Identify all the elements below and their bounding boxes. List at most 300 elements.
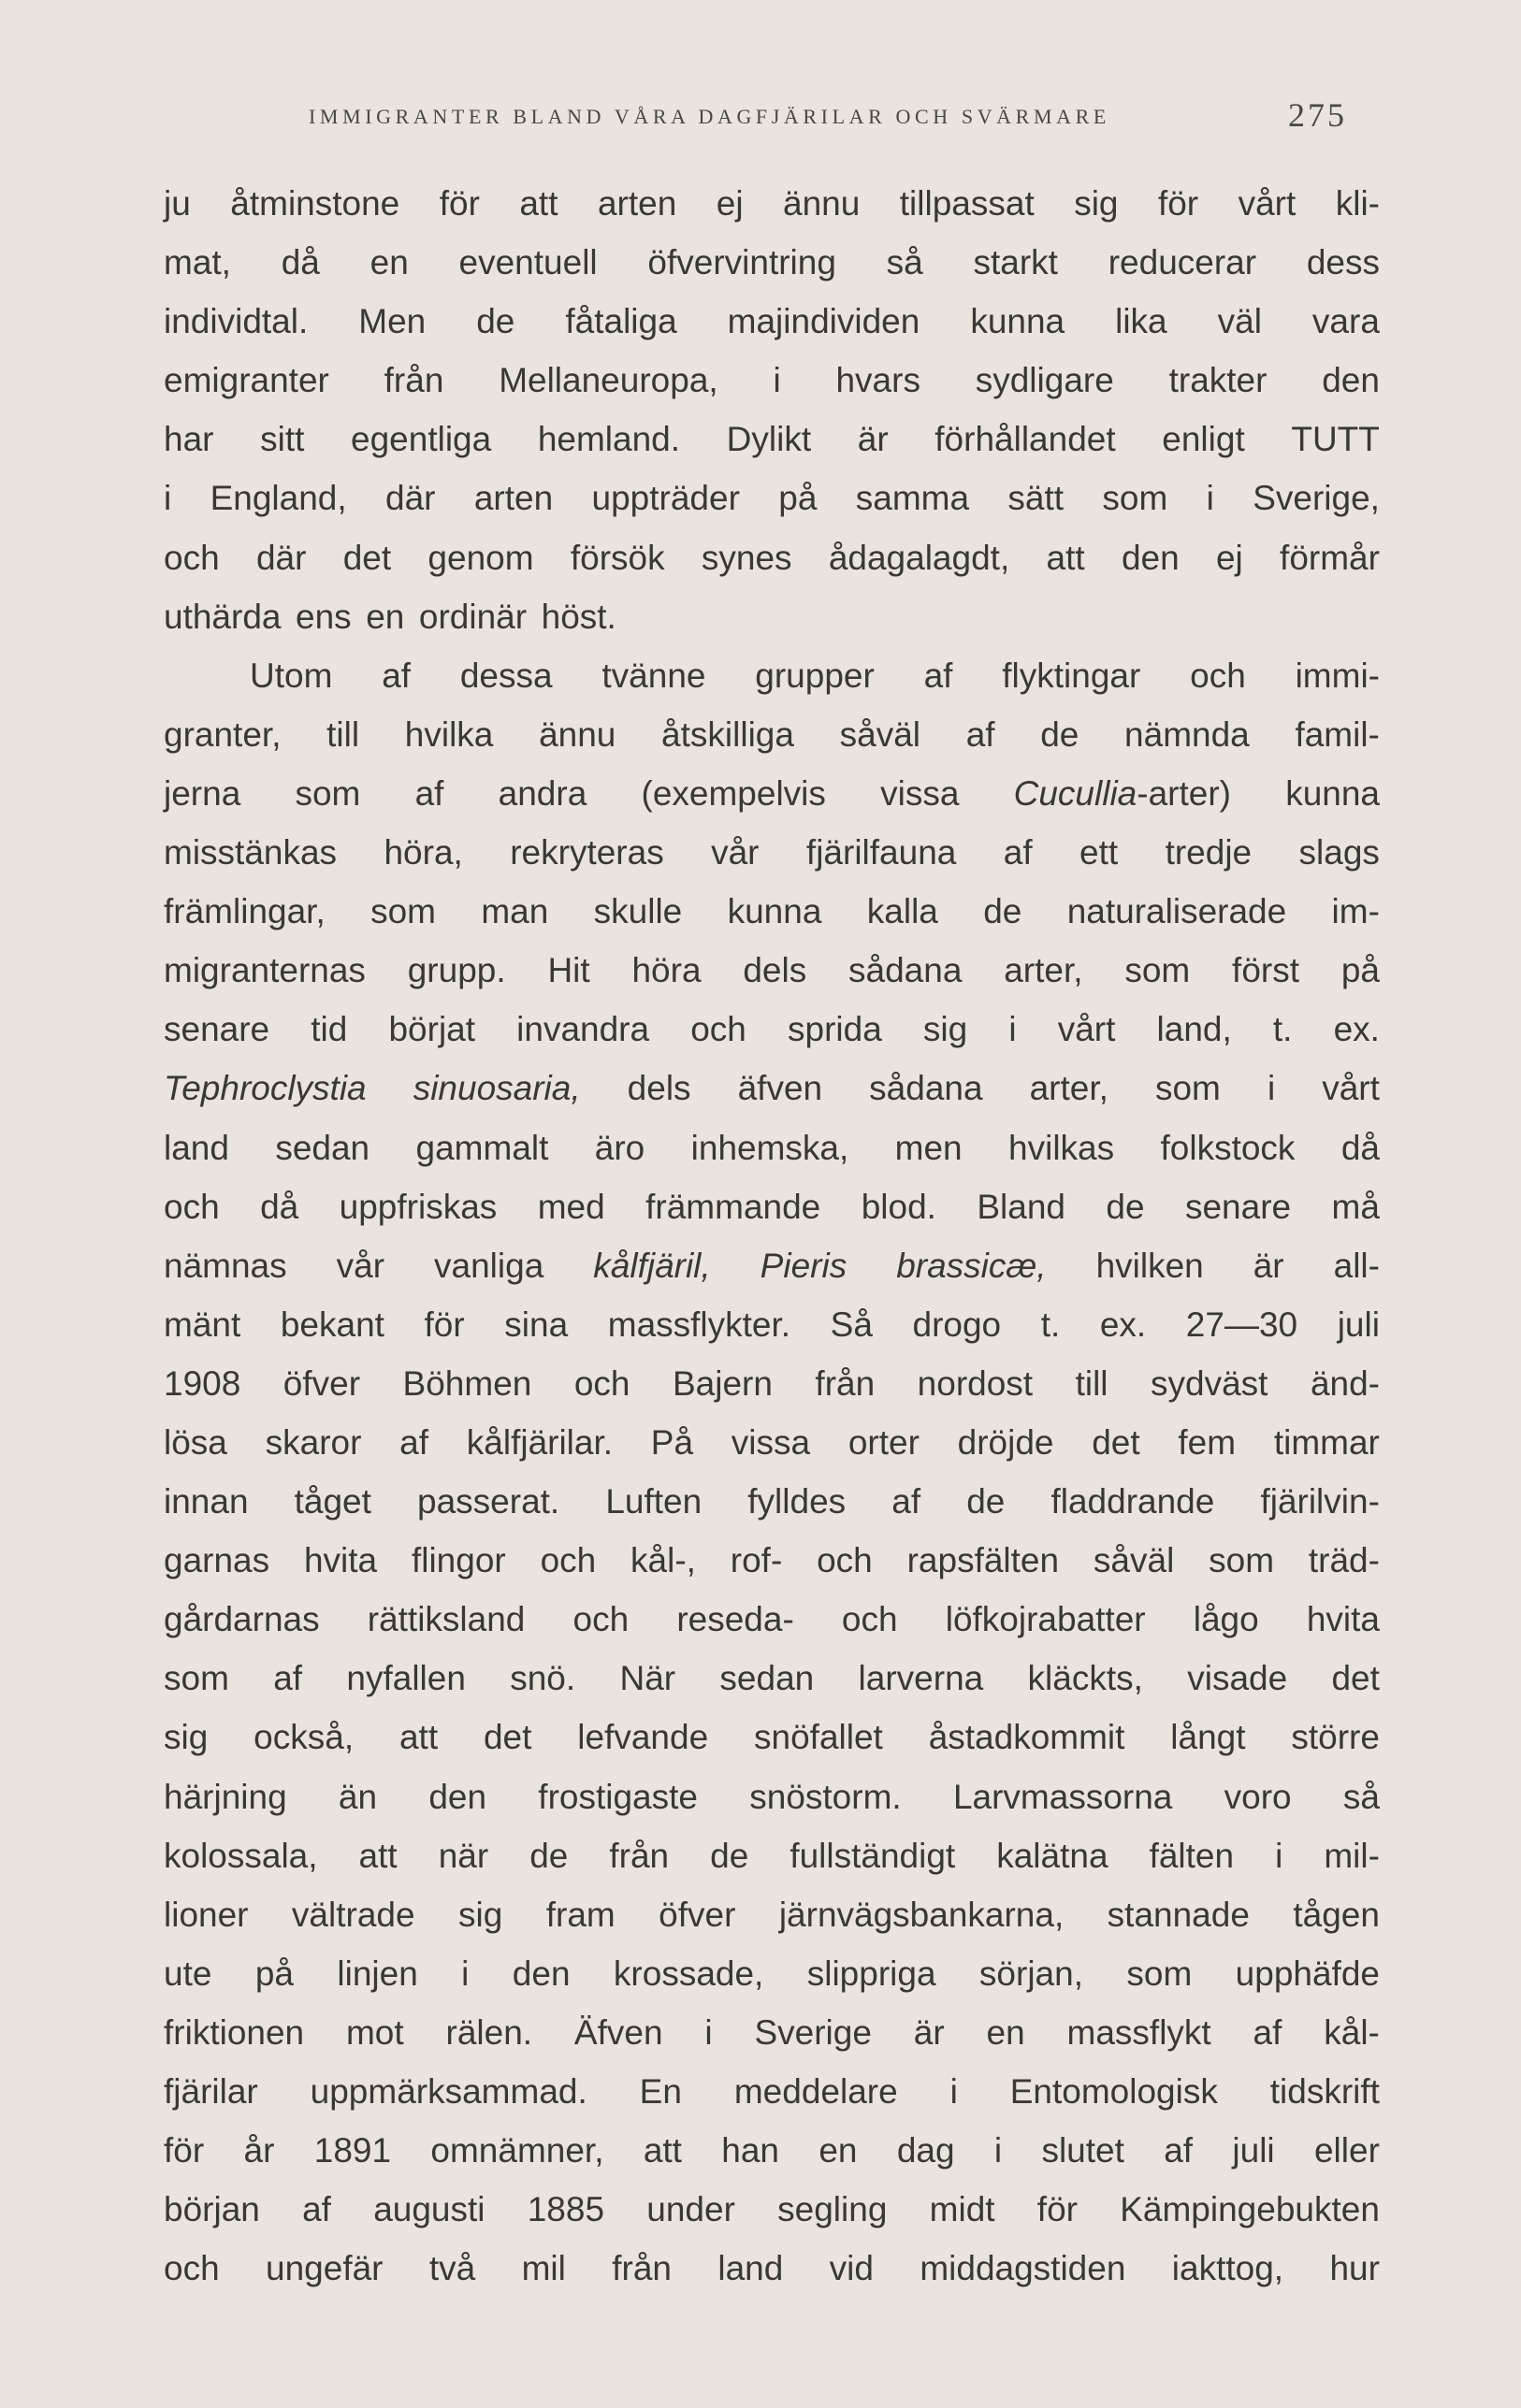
word — [914, 2003, 945, 2062]
word-text: t. — [1040, 1305, 1061, 1344]
word-text: nämnda — [1124, 714, 1250, 754]
word-text: de — [710, 1836, 749, 1875]
word — [337, 1944, 417, 2003]
word-text: början — [164, 2190, 260, 2229]
word — [754, 2003, 871, 2062]
word-text: bekant — [280, 1305, 384, 1344]
word-text: innan — [164, 1482, 249, 1521]
word — [1312, 292, 1380, 351]
word-text: sätt — [1007, 479, 1065, 518]
word — [1334, 1000, 1380, 1059]
word-text: väl — [1217, 302, 1262, 341]
word-text: det — [483, 1718, 532, 1757]
word — [645, 1177, 820, 1236]
word-text: sedan — [275, 1128, 370, 1167]
word — [458, 1885, 502, 1944]
word — [1166, 823, 1253, 882]
word-text: 1908 — [164, 1363, 241, 1403]
text-line — [164, 1531, 1380, 1590]
word-text: ej — [1215, 538, 1243, 577]
text-line — [164, 1177, 1380, 1236]
word-text: uthärda — [164, 597, 282, 636]
word — [789, 1826, 955, 1885]
word — [831, 1295, 873, 1354]
word-text: för — [164, 2131, 205, 2170]
word — [923, 1000, 967, 1059]
text-line — [164, 174, 1380, 233]
word — [704, 2003, 712, 2062]
word — [1322, 1059, 1380, 1117]
word-text: af — [923, 656, 953, 695]
word — [542, 587, 616, 646]
word — [326, 705, 359, 764]
word — [862, 1177, 936, 1236]
word — [481, 882, 548, 941]
word-text: höst. — [541, 597, 616, 636]
word-text: vårt — [1057, 1010, 1116, 1049]
word — [510, 1649, 575, 1708]
word — [1161, 1118, 1296, 1177]
word-text: höra — [631, 951, 702, 990]
word — [434, 1236, 543, 1295]
word-text: vår — [336, 1246, 385, 1285]
word-text: sig — [457, 1895, 503, 1934]
word — [164, 1472, 249, 1531]
word-text: Sverige, — [1253, 479, 1380, 518]
word — [1260, 1472, 1379, 1531]
word — [640, 2062, 682, 2121]
word-text: hemland. — [537, 420, 681, 459]
word — [358, 292, 426, 351]
word — [538, 1767, 698, 1826]
text-line — [164, 941, 1380, 1000]
word-text: i — [949, 2072, 958, 2111]
word — [528, 2180, 604, 2239]
word-text: brassicæ, — [896, 1246, 1047, 1285]
word — [1096, 1236, 1204, 1295]
word-text: jerna — [164, 773, 241, 813]
word-text: kål-, — [630, 1541, 696, 1580]
word-text: fjärilfauna — [805, 833, 957, 872]
word-text: som — [164, 1659, 229, 1698]
word-text: land — [717, 2249, 784, 2288]
word — [880, 764, 959, 823]
word — [628, 1059, 691, 1117]
word — [164, 823, 337, 882]
word-text: från — [815, 1363, 876, 1403]
word-text: Hit — [547, 951, 590, 990]
text-line — [164, 1354, 1380, 1413]
word-text: midt — [929, 2190, 995, 2229]
word-text: såväl — [1093, 1541, 1175, 1580]
word-text: såväl — [839, 714, 921, 754]
word-text: arter, — [1029, 1069, 1108, 1108]
word — [538, 410, 680, 469]
word-text: Kämpingebukten — [1120, 2190, 1380, 2229]
word — [1108, 233, 1256, 292]
word-text: och — [1190, 656, 1246, 695]
word-text: juli — [1232, 2131, 1275, 2170]
word-text: middagstiden — [920, 2249, 1126, 2288]
word — [605, 1472, 702, 1531]
text-line — [164, 1649, 1380, 1708]
word — [164, 1708, 208, 1766]
word — [1299, 823, 1380, 882]
word-text: åstadkommit — [928, 1718, 1125, 1757]
word — [1047, 528, 1085, 587]
word — [164, 469, 171, 527]
word — [1216, 528, 1243, 587]
word-text: dess — [1306, 243, 1380, 282]
word — [403, 1354, 532, 1413]
word — [732, 1413, 810, 1472]
word-text: kunna — [727, 892, 822, 931]
word-text: främlingar, — [164, 892, 326, 931]
word-text: 27—30 — [1185, 1305, 1298, 1344]
word — [1126, 1944, 1192, 2003]
word — [476, 292, 514, 351]
word — [913, 1295, 1002, 1354]
word-text: krossade, — [613, 1954, 764, 1993]
word — [281, 1295, 384, 1354]
word-text: två — [428, 2249, 476, 2288]
word-text: att — [398, 1718, 439, 1757]
word-text: det — [1092, 1422, 1140, 1462]
word — [1341, 1118, 1380, 1177]
word-text: hvilken — [1095, 1246, 1204, 1285]
word — [164, 528, 220, 587]
word — [440, 174, 480, 233]
word — [164, 1354, 240, 1413]
word-text: upphäfde — [1235, 1954, 1380, 1993]
word — [594, 882, 683, 941]
word — [164, 2003, 304, 2062]
word-text: TUTT — [1291, 420, 1380, 459]
word-text: man — [481, 892, 549, 931]
word-text: sinuosaria, — [413, 1069, 581, 1108]
word-text: all- — [1333, 1246, 1380, 1285]
text-line — [164, 2239, 1380, 2298]
word-text: sprida — [788, 1010, 882, 1049]
text-line — [164, 1767, 1380, 1826]
word-text: rättiksland — [367, 1600, 526, 1639]
word — [164, 1413, 227, 1472]
word-text: den — [512, 1954, 571, 1993]
word — [1187, 1649, 1287, 1708]
word-text: är — [913, 2012, 945, 2052]
word — [1190, 646, 1246, 705]
word-text: snöstorm. — [749, 1777, 902, 1816]
word-text: han — [721, 2131, 780, 2170]
word — [370, 882, 436, 941]
word-text: och — [164, 2249, 220, 2288]
word-text: emigranter — [164, 361, 329, 400]
word-text: i — [461, 1954, 470, 1993]
text-line — [164, 2062, 1380, 2121]
word — [164, 233, 231, 292]
word — [754, 1708, 883, 1766]
word — [412, 1531, 506, 1590]
text-line — [164, 1295, 1380, 1354]
word — [1079, 823, 1118, 882]
word — [164, 292, 308, 351]
word — [727, 410, 811, 469]
text-line — [164, 823, 1380, 882]
word-text: arter, — [1004, 951, 1083, 990]
word — [164, 1590, 320, 1649]
text-line — [164, 410, 1380, 469]
word — [1307, 1590, 1380, 1649]
word-text: lösa — [164, 1422, 227, 1462]
word — [266, 2239, 384, 2298]
word — [574, 2003, 663, 2062]
word-text: sig — [1074, 184, 1119, 223]
word — [651, 1413, 693, 1472]
word — [460, 646, 553, 705]
word-text: öfver — [659, 1895, 736, 1934]
word — [1236, 1944, 1380, 2003]
word-text: öfver — [282, 1363, 361, 1403]
word — [346, 1649, 466, 1708]
word-text: tid — [311, 1010, 348, 1049]
word-text: En — [639, 2072, 682, 2111]
word — [1172, 2239, 1283, 2298]
word — [691, 1118, 849, 1177]
word — [1041, 1295, 1061, 1354]
word-text: ännu — [783, 184, 861, 223]
word — [642, 764, 826, 823]
word-text: fjärilar — [164, 2072, 258, 2111]
word-text: de — [1040, 714, 1079, 754]
word — [427, 528, 533, 587]
word-text: ungefär — [266, 2249, 384, 2288]
word-text: förmår — [1280, 538, 1380, 577]
word-text: sydligare — [975, 361, 1114, 400]
text-line — [164, 1944, 1380, 2003]
word — [614, 1944, 763, 2003]
word-text: massflykter. — [607, 1305, 791, 1344]
word — [676, 1590, 793, 1649]
text-line — [164, 1059, 1380, 1117]
word — [337, 1236, 384, 1295]
word — [519, 174, 558, 233]
word — [1094, 1531, 1174, 1590]
word — [673, 1354, 773, 1413]
word-text: linjen — [337, 1954, 418, 1993]
word-text: hvita — [1306, 1600, 1380, 1639]
word — [254, 1708, 354, 1766]
word — [164, 587, 282, 646]
word-text: rekryteras — [510, 833, 664, 872]
word-text: sörjan, — [978, 1954, 1083, 1993]
word-text: När — [619, 1659, 676, 1698]
word-text: i — [1206, 479, 1214, 518]
word-text: Tephroclystia — [164, 1069, 367, 1108]
word — [1332, 882, 1380, 941]
word — [1155, 1059, 1221, 1117]
word — [1102, 469, 1167, 527]
word — [1058, 1000, 1116, 1059]
word — [867, 882, 938, 941]
word — [384, 823, 462, 882]
word-text: som — [295, 773, 361, 813]
word — [1074, 174, 1118, 233]
word — [164, 1885, 249, 1944]
word — [859, 1649, 984, 1708]
word — [647, 233, 836, 292]
word-text: sig — [922, 1010, 968, 1049]
word-text: lefvande — [577, 1718, 709, 1757]
word — [311, 2062, 587, 2121]
word — [446, 2003, 533, 2062]
word-text: nyfallen — [346, 1659, 466, 1698]
word-text: stannade — [1107, 1895, 1250, 1934]
word-text: segling — [777, 2190, 888, 2229]
word — [1291, 1708, 1380, 1766]
word-text: dessa — [459, 656, 553, 695]
word — [510, 823, 663, 882]
word-text: snö. — [510, 1659, 576, 1698]
word-text: vårt — [1238, 184, 1296, 223]
text-line — [164, 1118, 1380, 1177]
word-text: hur — [1329, 2249, 1380, 2288]
word — [974, 233, 1058, 292]
word-text: i — [704, 2012, 713, 2052]
word-text: till — [1075, 1363, 1108, 1403]
word — [164, 2180, 260, 2239]
text-line — [164, 646, 1380, 705]
word-text: dels — [743, 951, 807, 990]
word — [164, 1649, 229, 1708]
word — [273, 1649, 302, 1708]
word — [1007, 469, 1064, 527]
word-text: Sverige — [754, 2012, 872, 2052]
word-text: änd- — [1310, 1363, 1380, 1403]
word — [734, 2062, 898, 2121]
word-text: voro — [1224, 1777, 1292, 1816]
word — [970, 292, 1065, 351]
word — [887, 233, 923, 292]
word-text: Men — [358, 302, 427, 341]
word — [609, 1826, 669, 1885]
word — [1341, 941, 1380, 1000]
word-text: visade — [1187, 1659, 1288, 1698]
word — [283, 1354, 360, 1413]
word — [516, 1000, 649, 1059]
word — [1014, 764, 1231, 823]
word — [425, 1295, 465, 1354]
word-text: slippriga — [806, 1954, 936, 1993]
word-text: de — [966, 1482, 1006, 1521]
word — [1295, 705, 1379, 764]
word-text: gammalt — [415, 1128, 549, 1167]
word — [719, 1649, 814, 1708]
word — [1008, 1000, 1016, 1059]
word — [1329, 2239, 1379, 2298]
word — [210, 469, 347, 527]
word-text: timmar — [1273, 1422, 1380, 1462]
word-text: hvars — [835, 361, 920, 400]
word — [1239, 174, 1296, 233]
word-text: då — [1340, 1128, 1380, 1167]
word — [1151, 1354, 1268, 1413]
word — [1186, 1295, 1297, 1354]
text-line — [164, 292, 1380, 351]
word-text: af — [273, 1659, 303, 1698]
word — [522, 2239, 566, 2298]
word-text: gårdarnas — [164, 1600, 320, 1639]
word — [934, 410, 1115, 469]
word — [592, 469, 740, 527]
word-text: dels — [627, 1069, 691, 1108]
word-text: så — [886, 243, 923, 282]
word-text: i — [164, 479, 172, 518]
word — [601, 646, 705, 705]
word-text: af — [1003, 833, 1033, 872]
word — [415, 764, 444, 823]
word-text: kläckts, — [1027, 1659, 1143, 1698]
word — [405, 705, 494, 764]
word-text: mil — [521, 2249, 566, 2288]
text-line — [164, 1000, 1380, 1059]
word-text: ordinär — [418, 597, 528, 636]
word — [373, 2180, 485, 2239]
word — [1004, 823, 1033, 882]
word — [907, 1531, 1060, 1590]
word — [1274, 1413, 1380, 1472]
word — [778, 469, 817, 527]
word-text: friktionen — [164, 2012, 305, 2052]
word-text: järnvägsbankarna, — [778, 1895, 1065, 1934]
word-text: börjat — [388, 1010, 476, 1049]
word — [848, 1413, 920, 1472]
text-line — [164, 528, 1380, 587]
word-text: senare — [1184, 1187, 1292, 1226]
word-text: i — [1275, 1836, 1283, 1875]
word — [1338, 1295, 1380, 1354]
word-text: under — [646, 2190, 735, 2229]
text-line — [164, 1885, 1380, 1944]
word-text: i — [993, 2131, 1003, 2170]
word — [1122, 528, 1180, 587]
text-line — [164, 2180, 1380, 2239]
word-text: fladdrande — [1050, 1482, 1215, 1521]
word — [416, 1118, 549, 1177]
word-text: reducerar — [1108, 243, 1257, 282]
word-text: Bland — [977, 1187, 1065, 1226]
word-text: förhållandet — [934, 420, 1116, 459]
word-text: Bajern — [672, 1363, 773, 1403]
word-text: garnas — [164, 1541, 270, 1580]
word — [900, 174, 1035, 233]
word-text: af — [891, 1482, 921, 1521]
word-text: naturaliserade — [1066, 892, 1287, 931]
word-text: Entomologisk — [1009, 2072, 1218, 2111]
word-text: inhemska, — [690, 1128, 849, 1167]
word-text: snöfallet — [754, 1718, 883, 1757]
word — [275, 1118, 369, 1177]
word-text: i — [773, 361, 781, 400]
word-text: ute — [164, 1954, 212, 1993]
word — [370, 233, 409, 292]
word-text: -arter) — [1137, 773, 1231, 813]
word-text: sedan — [719, 1659, 815, 1698]
word — [461, 1944, 469, 2003]
word — [1076, 1354, 1108, 1413]
word — [340, 1177, 498, 1236]
word — [788, 1000, 882, 1059]
word — [612, 2239, 672, 2298]
